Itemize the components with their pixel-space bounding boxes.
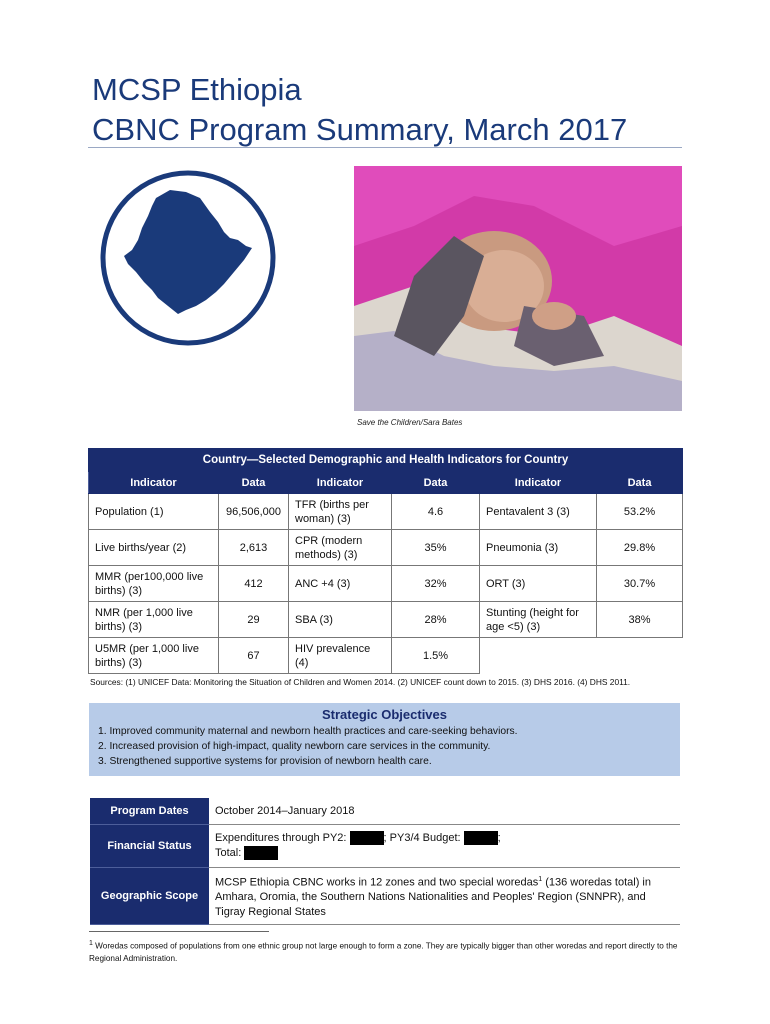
table-cell: 53.2% — [597, 494, 683, 530]
table-cell-empty — [480, 638, 597, 674]
newborn-photo — [354, 166, 682, 411]
table-cell: Pentavalent 3 (3) — [480, 494, 597, 530]
col-header: Indicator — [480, 472, 597, 494]
table-cell: 35% — [392, 530, 480, 566]
program-info-table — [90, 798, 680, 925]
table-cell: 30.7% — [597, 566, 683, 602]
table-cell: 67 — [219, 638, 289, 674]
footnote-ref: 1 — [538, 875, 543, 883]
redacted-block — [350, 831, 384, 845]
table-cell: 412 — [219, 566, 289, 602]
table-cell: 2,613 — [219, 530, 289, 566]
table-row — [90, 825, 680, 868]
footnote-divider — [89, 931, 269, 932]
table-cell: 1.5% — [392, 638, 480, 674]
row-label: Program Dates — [90, 798, 209, 825]
table-cell: 29.8% — [597, 530, 683, 566]
financial-status-value — [209, 825, 680, 868]
col-header: Indicator — [89, 472, 219, 494]
table-row — [90, 798, 680, 825]
strategic-objectives-box — [89, 703, 680, 776]
table-cell: NMR (per 1,000 live births) (3) — [89, 602, 219, 638]
budget-label: ; PY3/4 Budget: — [383, 832, 461, 844]
redacted-block — [464, 831, 498, 845]
objectives-list — [89, 724, 680, 769]
col-header: Data — [392, 472, 480, 494]
indicators-table — [88, 448, 683, 674]
table-cell: HIV prevalence (4) — [289, 638, 392, 674]
title-divider — [88, 147, 682, 148]
list-item: 2. Increased provision of high-impact, quality newborn care services in the community. — [98, 741, 491, 752]
list-item: 3. Strengthened supportive systems for provision of newborn health care. — [98, 756, 432, 767]
indicators-header-row — [89, 472, 683, 494]
row-label: Geographic Scope — [90, 868, 209, 925]
col-header: Data — [597, 472, 683, 494]
table-cell: ORT (3) — [480, 566, 597, 602]
page-title — [92, 70, 627, 150]
table-row — [89, 494, 683, 530]
table-cell: 96,506,000 — [219, 494, 289, 530]
sources-note: Sources: (1) UNICEF Data: Monitoring the Situation of Children and Women 2014. (2) UNICEF count down to 2015. (3) DHS 2016. (4) DHS 2011. — [90, 677, 631, 687]
table-cell: 28% — [392, 602, 480, 638]
footnote — [89, 938, 681, 965]
table-row — [89, 530, 683, 566]
table-row — [89, 602, 683, 638]
table-row — [89, 638, 683, 674]
title-line-1: MCSP Ethiopia — [92, 72, 302, 107]
title-line-2: CBNC Program Summary, March 2017 — [92, 112, 628, 147]
table-cell: ANC +4 (3) — [289, 566, 392, 602]
footnote-marker: 1 — [89, 940, 93, 947]
row-label: Financial Status — [90, 825, 209, 868]
program-dates-value: October 2014–January 2018 — [209, 798, 680, 825]
table-cell: 4.6 — [392, 494, 480, 530]
table-cell: U5MR (per 1,000 live births) (3) — [89, 638, 219, 674]
photo-caption: Save the Children/Sara Bates — [357, 418, 463, 427]
separator: ; — [497, 832, 501, 844]
expenditures-label: Expenditures through PY2: — [215, 832, 347, 844]
table-row — [89, 566, 683, 602]
geographic-scope-value — [209, 868, 680, 925]
table-cell: Live births/year (2) — [89, 530, 219, 566]
table-cell: 38% — [597, 602, 683, 638]
objectives-title: Strategic Objectives — [322, 707, 447, 722]
redacted-block — [244, 846, 278, 860]
table-cell-empty — [597, 638, 683, 674]
ethiopia-map-icon — [98, 168, 278, 348]
table-cell: MMR (per100,000 live births) (3) — [89, 566, 219, 602]
table-cell: 29 — [219, 602, 289, 638]
geo-text: (136 woredas total) in Amhara, Oromia, the Southern Nations Nationalities and Peoples' Region (SNNPR), and Tigray Regional States — [215, 876, 651, 919]
total-label: Total: — [215, 847, 242, 859]
table-cell: SBA (3) — [289, 602, 392, 638]
table-cell: Pneumonia (3) — [480, 530, 597, 566]
table-cell: CPR (modern methods) (3) — [289, 530, 392, 566]
indicators-caption: Country—Selected Demographic and Health Indicators for Country — [89, 449, 683, 472]
table-row — [90, 868, 680, 925]
col-header: Indicator — [289, 472, 392, 494]
col-header: Data — [219, 472, 289, 494]
table-cell: Population (1) — [89, 494, 219, 530]
table-cell: Stunting (height for age <5) (3) — [480, 602, 597, 638]
table-cell: 32% — [392, 566, 480, 602]
geo-text: MCSP Ethiopia CBNC works in 12 zones and two special woredas — [215, 876, 539, 889]
footnote-text: Woredas composed of populations from one ethnic group not large enough to form a zone. They are typically bigger than other woredas and report directly to the Regional Administration. — [89, 941, 678, 963]
list-item: 1. Improved community maternal and newborn health practices and care-seeking behaviors. — [98, 726, 518, 737]
table-cell: TFR (births per woman) (3) — [289, 494, 392, 530]
